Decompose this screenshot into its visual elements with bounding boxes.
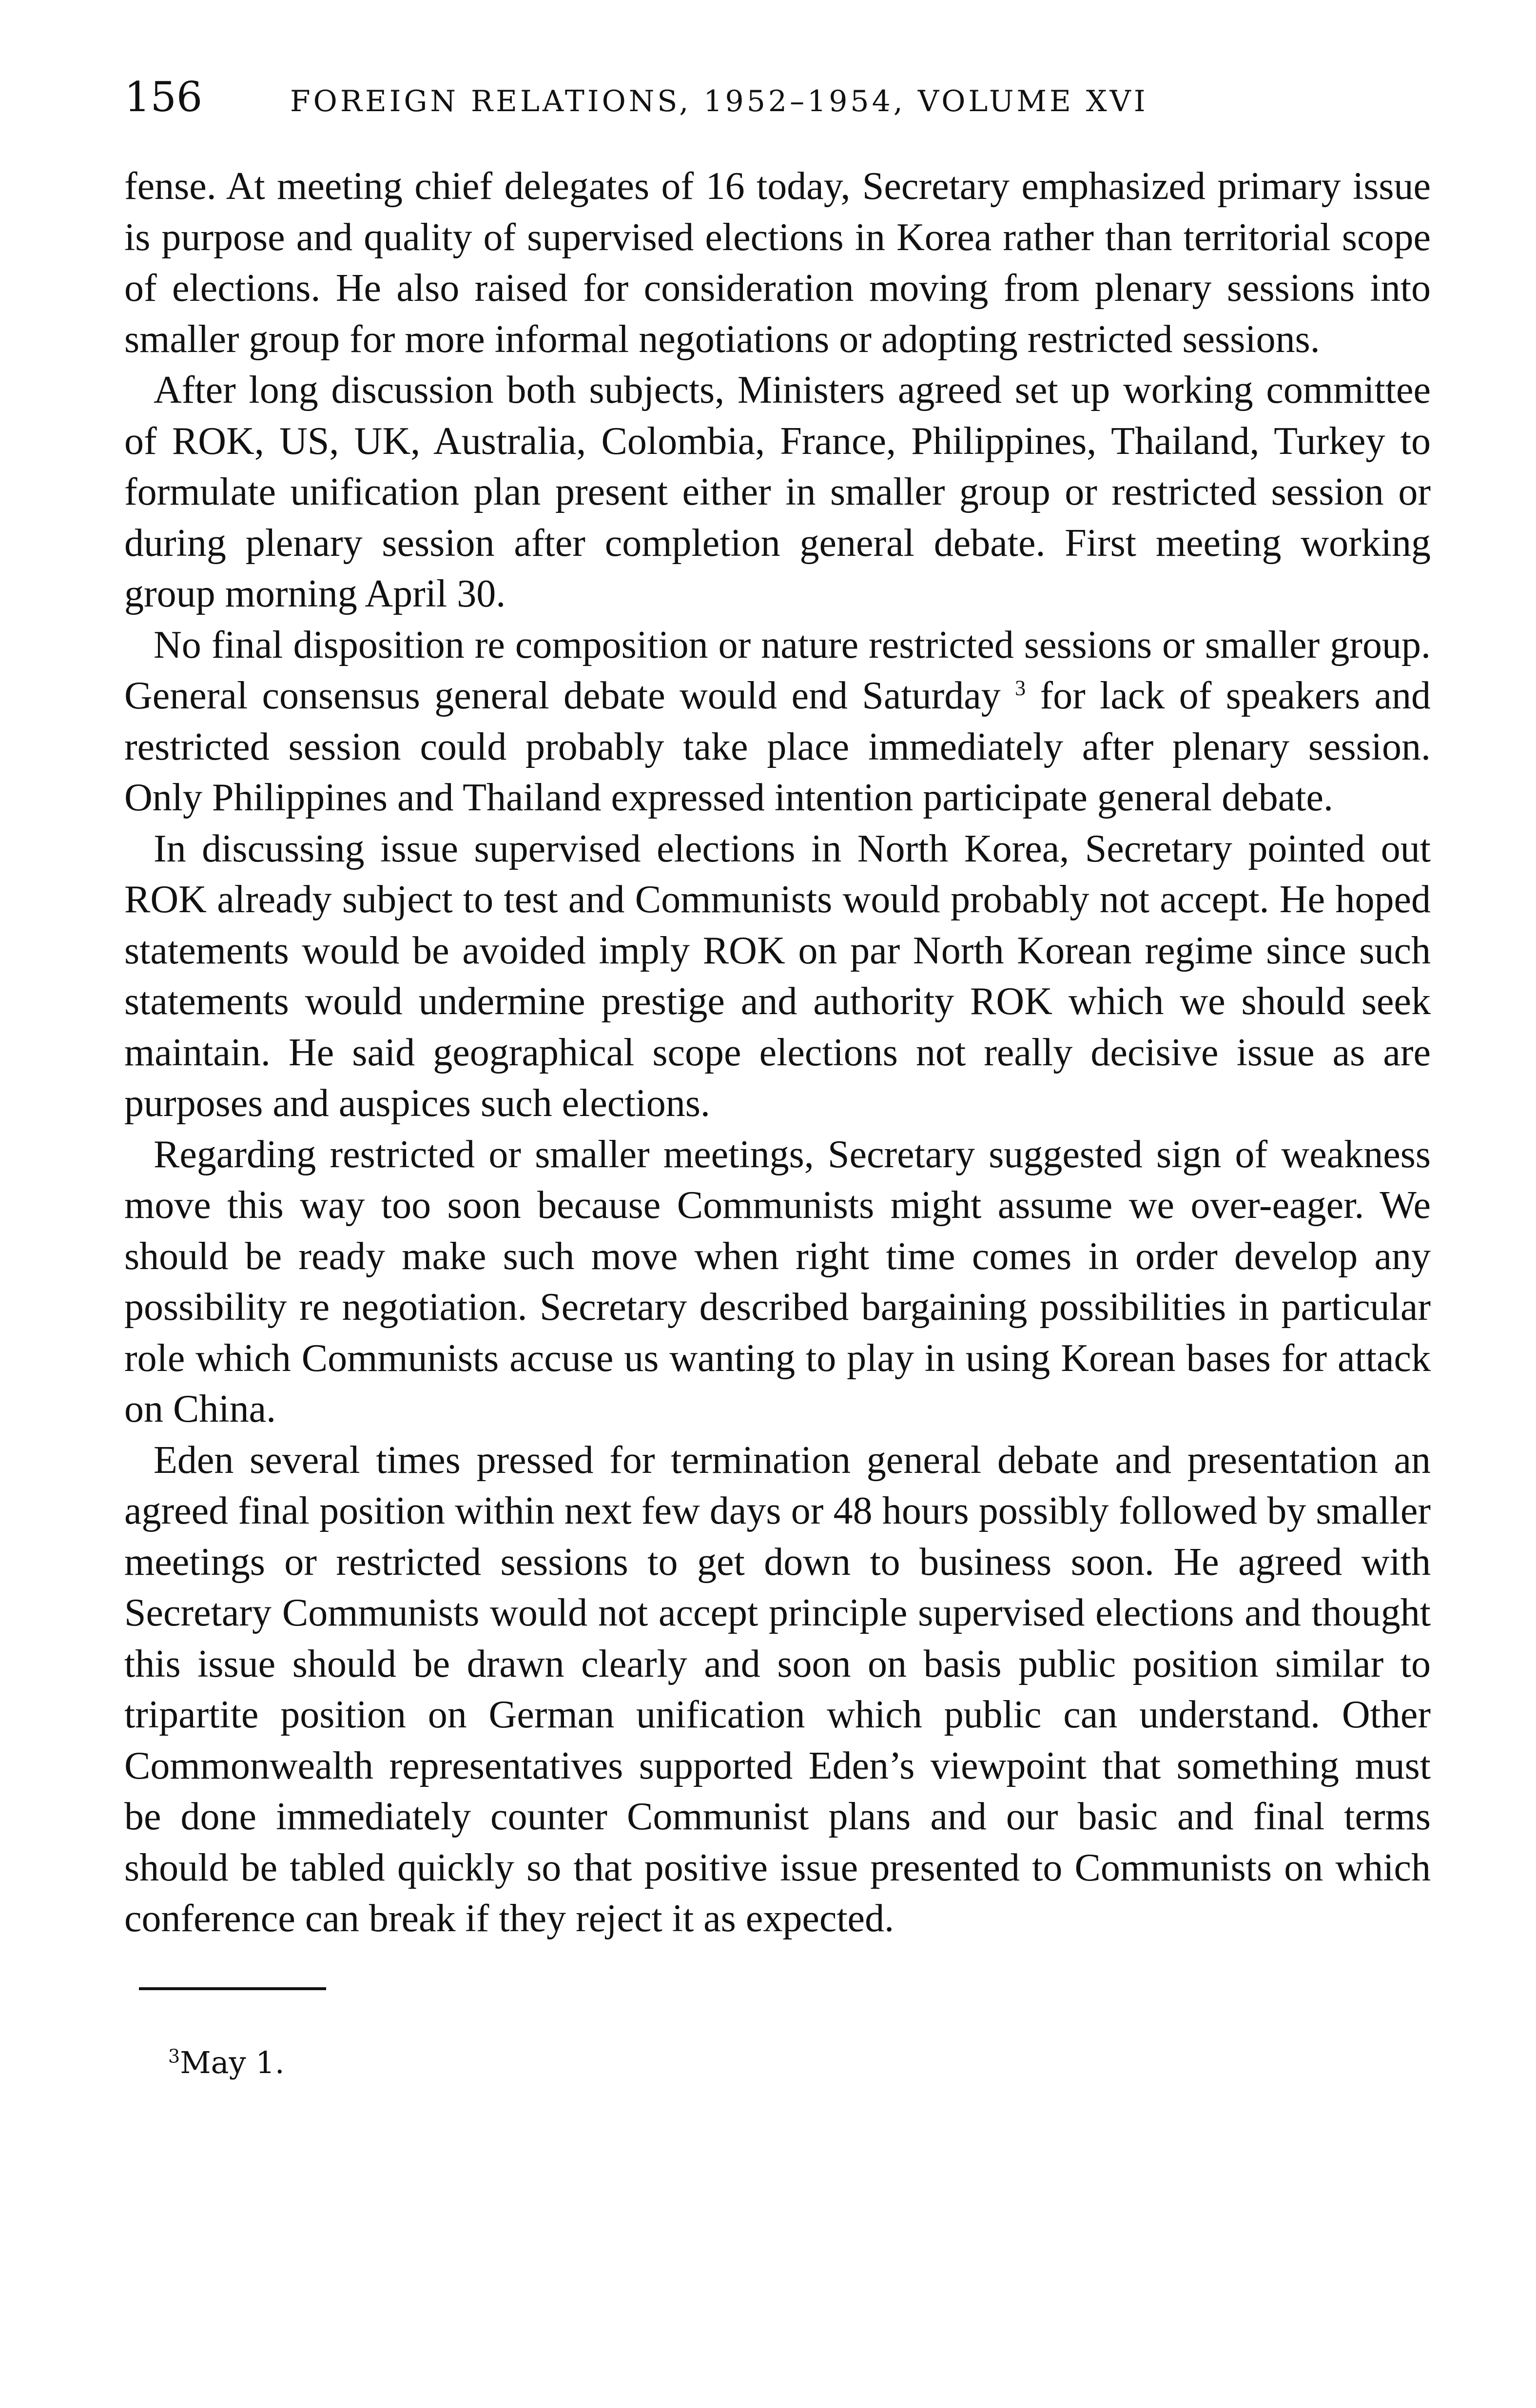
footnote-text: May 1.	[180, 2044, 285, 2080]
paragraph-text: Eden several times pressed for termination general debate and presentation an agreed final position within next few days or 48 hours possibly followed by smaller meetings or restricted sessions to get down to business soon. He agreed with Secretary Communists would not accept principle supervised elections and thought this issue should be drawn clearly and soon on basis public position similar to tripartite position on German unification which public can understand. Other Commonwealth representatives supported Eden’s viewpoint that something must be done immediately counter Communist plans and our basic and final terms should be tabled quickly so that positive issue presented to Communists on which conference can break if they reject it as expected.	[124, 1438, 1431, 1940]
paragraph	[124, 365, 1431, 620]
footnote-divider	[139, 1987, 326, 1990]
body-text	[124, 161, 1431, 1944]
paragraph-text: After long discussion both subjects, Ministers agreed set up working committee of ROK, US, UK, Australia, Colombia, France, Philippines, Thailand, Turkey to formulate unification plan present either in smaller group or restricted session or during plenary session after completion general debate. First meeting working group morning April 30.	[124, 369, 1431, 615]
paragraph-text: In discussing issue supervised elections in North Korea, Secretary pointed out ROK already subject to test and Communists would probably not accept. He hoped statements would be avoided imply ROK on par North Korean regime since such statements would undermine prestige and authority ROK which we should seek maintain. He said geographical scope elections not really decisive issue as are purposes and auspices such elections.	[124, 827, 1431, 1125]
paragraph	[124, 1129, 1431, 1435]
page-header	[124, 73, 1431, 127]
paragraph	[124, 1435, 1431, 1944]
page-number: 156	[124, 73, 203, 121]
footnote	[168, 2045, 1431, 2080]
document-page	[124, 73, 1431, 2080]
paragraph-text: for lack of speakers and restricted session could probably take place immediately after plenary session. Only Philippines and Thailand expressed intention participate general debate.	[124, 674, 1431, 819]
paragraph-text: Regarding restricted or smaller meetings, Secretary suggested sign of weakness move this way too soon because Communists might assume we over-eager. We should be ready make such move when right time comes in order develop any possibility re negotiation. Secretary described bargaining possibilities in particular role which Communists accuse us wanting to play in using Korean bases for attack on China.	[124, 1133, 1431, 1430]
footnote-mark: 3	[168, 2045, 180, 2067]
paragraph	[124, 161, 1431, 365]
paragraph-text: fense. At meeting chief delegates of 16 today, Secretary emphasized primary issue is purpose and quality of supervised elections in Korea rather than territorial scope of elections. He also raised for consideration moving from plenary sessions into smaller group for more informal negotiations or adopting restricted sessions.	[124, 165, 1431, 361]
paragraph	[124, 620, 1431, 823]
footnote-reference[interactable]: 3	[1015, 676, 1026, 700]
paragraph-text: No final disposition re composition or nature restricted sessions or smaller group. General consensus general debate would end Saturday	[124, 623, 1431, 717]
paragraph	[124, 823, 1431, 1129]
running-title: FOREIGN RELATIONS, 1952–1954, VOLUME XVI	[290, 84, 1148, 118]
